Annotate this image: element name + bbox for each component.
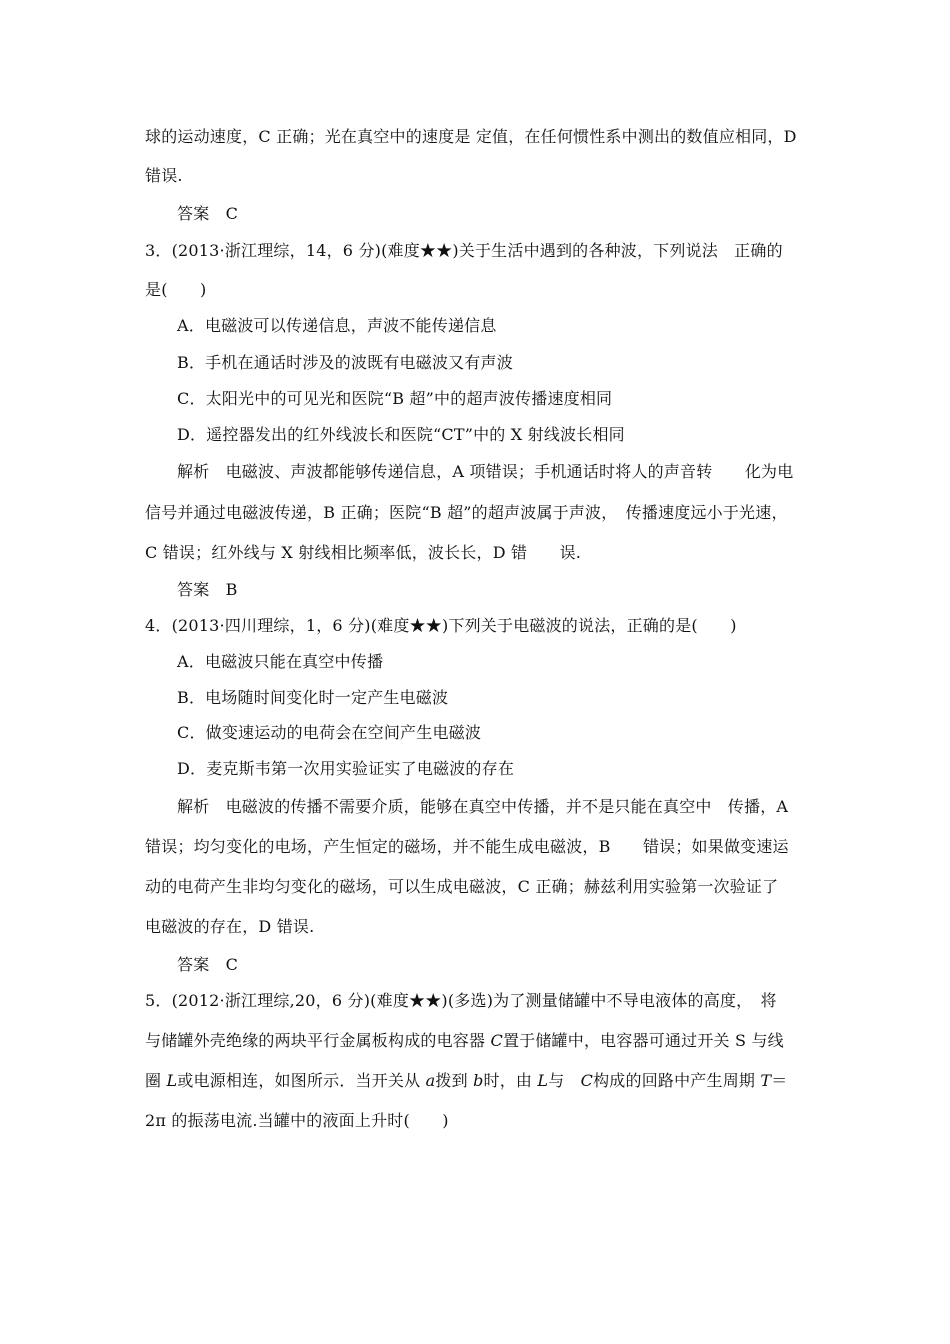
question-4-explanation: 电磁波的存在，D 错误.: [145, 917, 315, 936]
question-3-option-a: A．电磁波可以传递信息，声波不能传递信息: [177, 316, 497, 335]
text-line: 错误.: [145, 166, 183, 185]
question-5-stem: 2π 的振荡电流.当罐中的液面上升时( ): [145, 1111, 449, 1130]
question-3-stem: 是( ): [145, 280, 207, 299]
text-run: 与: [548, 1071, 581, 1090]
question-3-option-c: C．太阳光中的可见光和医院“B 超”中的超声波传播速度相同: [177, 389, 613, 408]
math-symbol: C: [490, 1031, 503, 1050]
question-4-option-b: B．电场随时间变化时一定产生电磁波: [177, 688, 449, 707]
text-run: 拨到: [435, 1071, 474, 1090]
text-run: 时，由: [483, 1071, 538, 1090]
question-5-stem: [145, 1071, 787, 1091]
answer-line: 答案 C: [177, 955, 239, 974]
question-4-explanation: 动的电荷产生非均匀变化的磁场，可以生成电磁波，C 正确；赫兹利用实验第一次验证了: [145, 877, 779, 896]
question-5-stem: [145, 1031, 784, 1051]
question-4-option-d: D．麦克斯韦第一次用实验证实了电磁波的存在: [177, 759, 515, 778]
question-4-option-a: A．电磁波只能在真空中传播: [177, 652, 384, 671]
math-symbol: T: [760, 1071, 772, 1090]
question-4-explanation: 错误；均匀变化的电场，产生恒定的磁场，并不能生成电磁波，B 错误；如果做变速运: [145, 837, 789, 856]
question-3-stem: 3．(2013·浙江理综，14，6 分)(难度★★)关于生活中遇到的各种波，下列说法 正确的: [145, 241, 783, 260]
question-3-option-d: D．遥控器发出的红外线波长和医院“CT”中的 X 射线波长相同: [177, 425, 625, 444]
math-symbol: L: [166, 1071, 178, 1090]
text-run: 与储罐外壳绝缘的两块平行金属板构成的电容器: [145, 1031, 491, 1050]
question-3-option-b: B．手机在通话时涉及的波既有电磁波又有声波: [177, 353, 513, 372]
question-5-stem: 5．(2012·浙江理综,20，6 分)(难度★★)(多选)为了测量储罐中不导电液体的高度， 将: [145, 991, 777, 1010]
math-symbol: a: [425, 1071, 436, 1090]
text-run: 圈: [145, 1071, 167, 1090]
question-3-explanation: C 错误；红外线与 X 射线相比频率低，波长长，D 错 误.: [145, 543, 582, 562]
text-run: 或电源相连，如图所示．当开关从: [177, 1071, 426, 1090]
question-3-explanation: 解析 电磁波、声波都能够传递信息，A 项错误；手机通话时将人的声音转 化为电: [177, 462, 794, 481]
question-4-option-c: C．做变速运动的电荷会在空间产生电磁波: [177, 723, 482, 742]
text-run: ＝: [771, 1071, 788, 1090]
text-line: 球的运动速度，C 正确；光在真空中的速度是 定值，在任何惯性系中测出的数值应相同，D: [145, 127, 797, 146]
math-symbol: C: [580, 1071, 594, 1090]
question-3-explanation: 信号并通过电磁波传递，B 正确；医院“B 超”的超声波属于声波， 传播速度远小于光速，: [145, 503, 788, 522]
question-4-stem: 4．(2013·四川理综，1，6 分)(难度★★)下列关于电磁波的说法，正确的是( ): [145, 616, 737, 635]
question-4-explanation: 解析 电磁波的传播不需要介质，能够在真空中传播，并不是只能在真空中 传播，A: [177, 797, 789, 816]
text-run: 构成的回路中产生周期: [593, 1071, 761, 1090]
text-run: 置于储罐中，电容器可通过开关 S 与线: [502, 1031, 784, 1050]
math-symbol: L: [537, 1071, 549, 1090]
answer-line: 答案 B: [177, 580, 238, 599]
math-symbol: b: [473, 1071, 484, 1090]
answer-line: 答案 C: [177, 204, 239, 223]
